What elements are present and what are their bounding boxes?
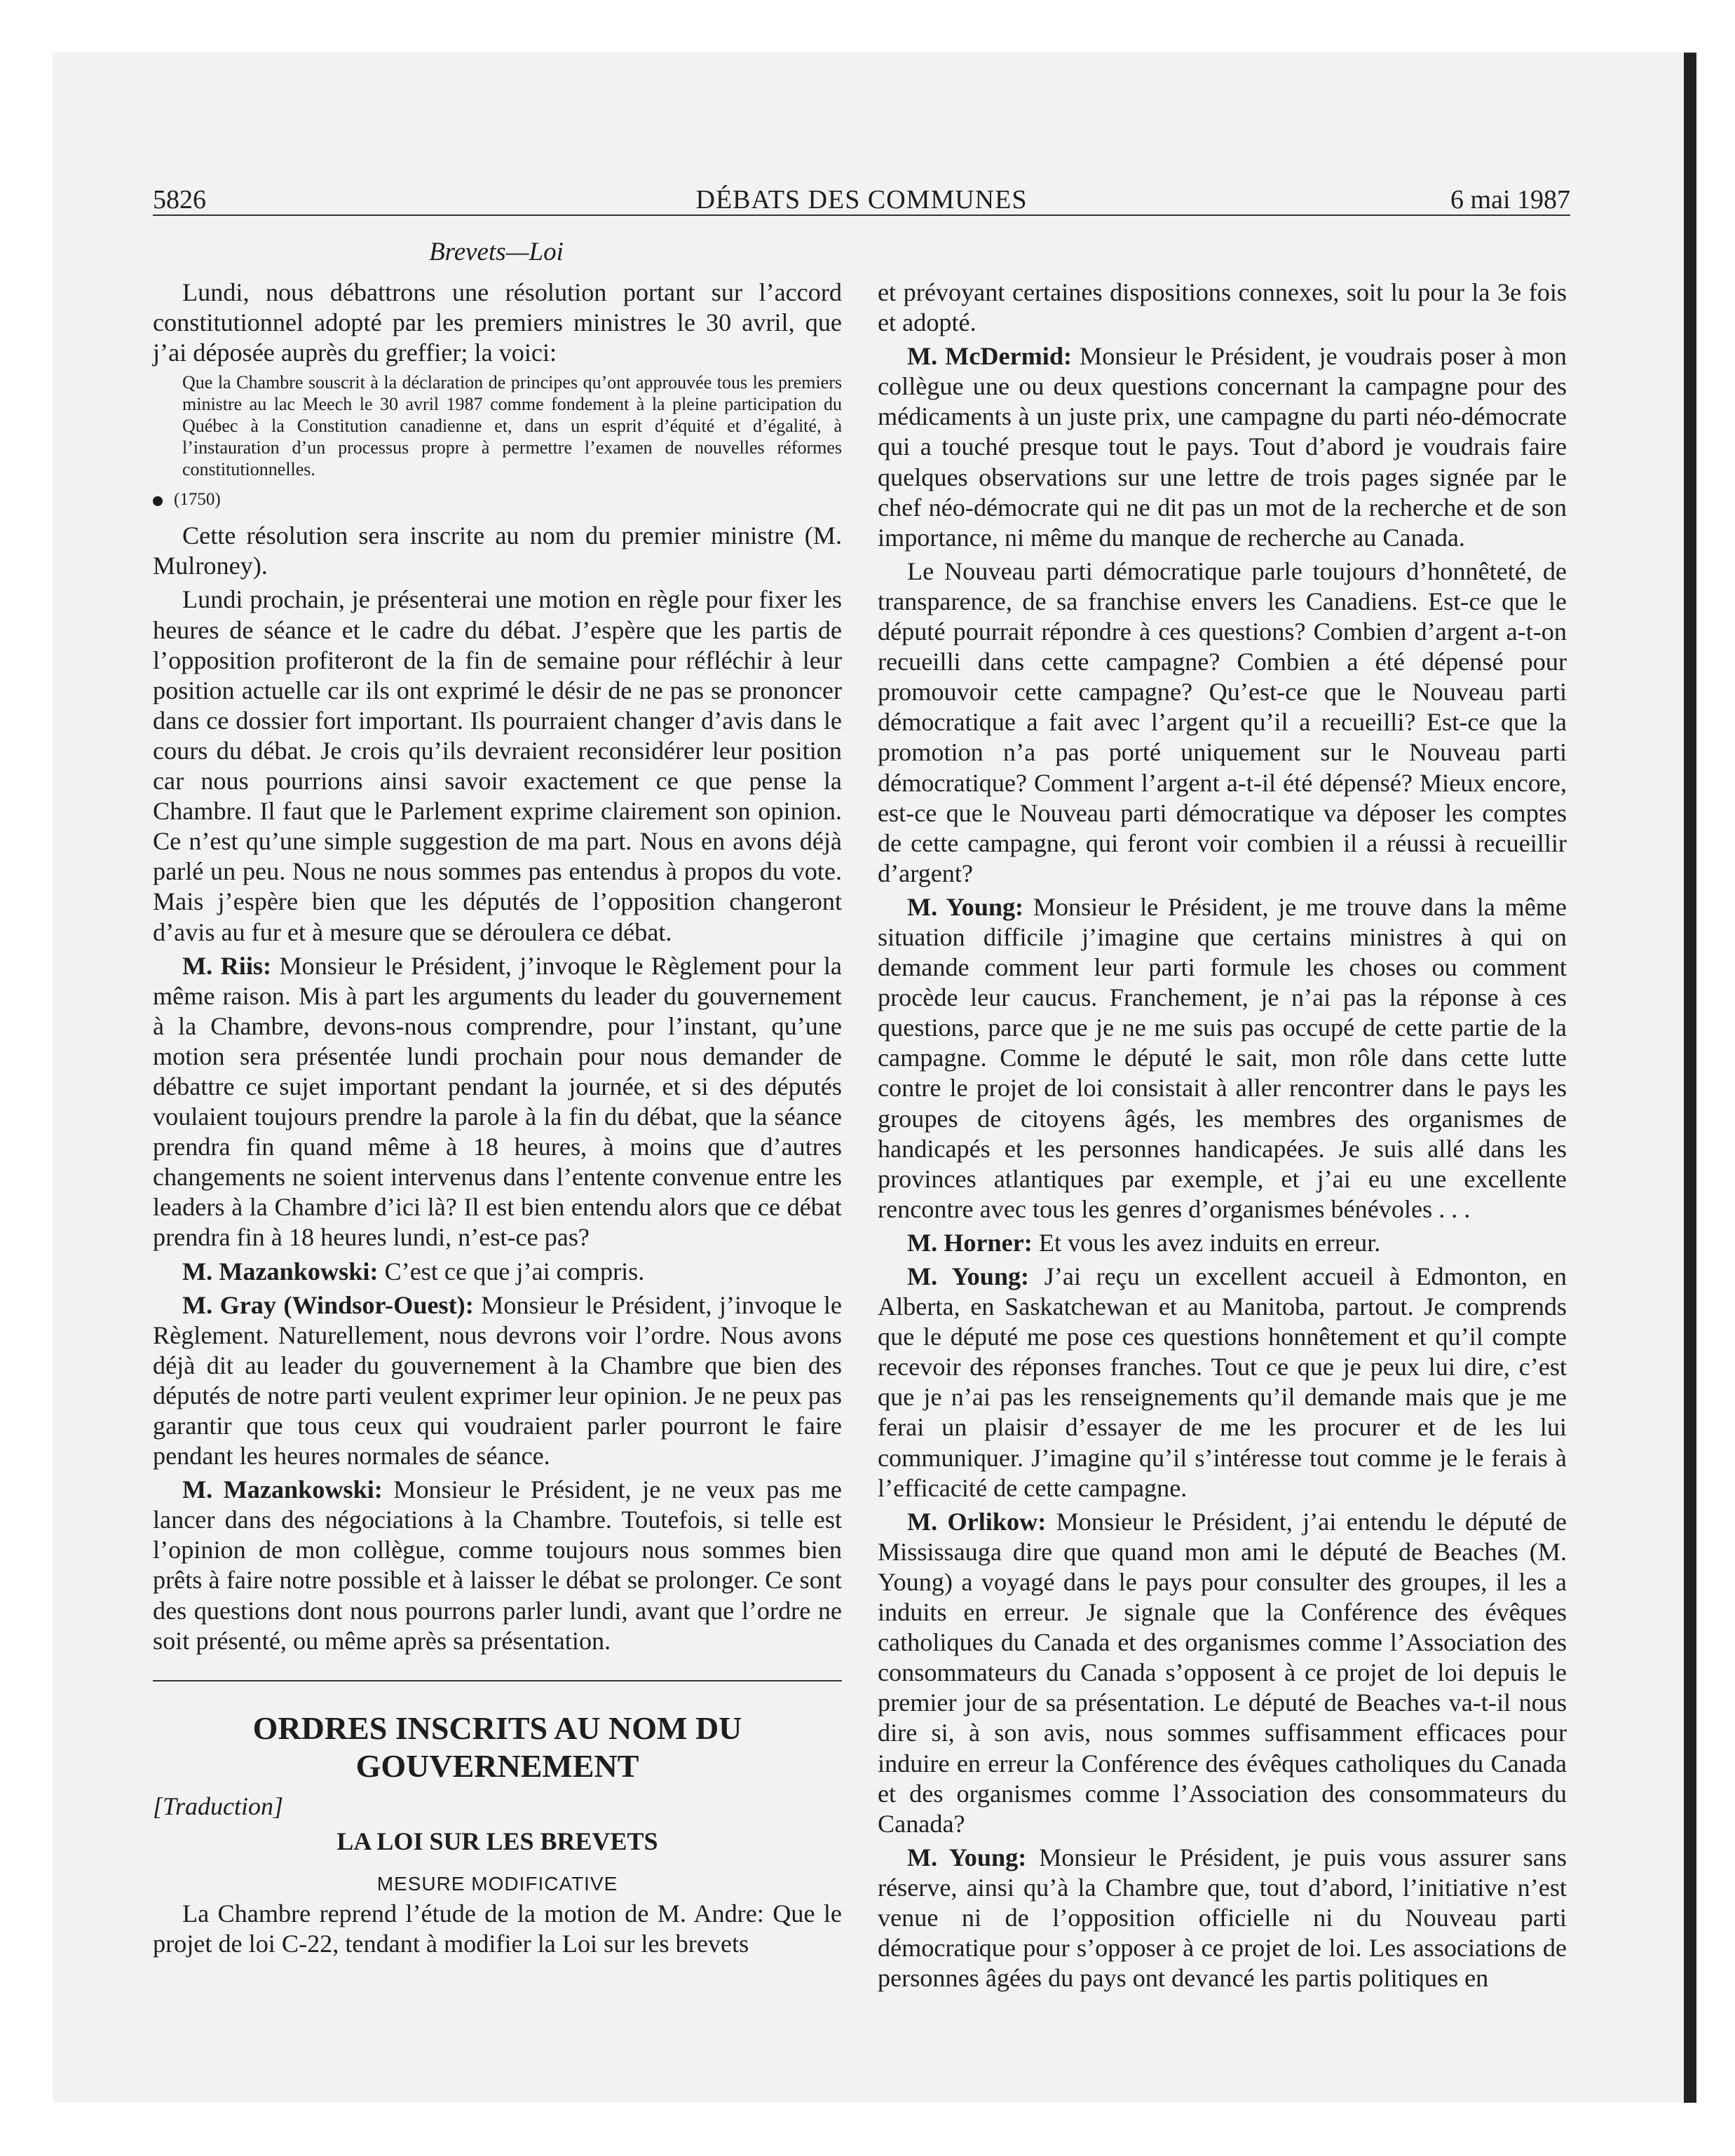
- speaker-name: M. Riis:: [182, 951, 272, 980]
- paragraph: Lundi prochain, je présenterai une motion en règle pour fixer les heures de séance et le cadre du débat. J’espère que les partis de l’opposition profiteront de la fin de semaine pour réfléchir à leur position actuelle car ils ont exprimé le désir de ne pas se prononcer dans ce dossier fort important. Ils pourraient changer d’avis dans le cours du débat. Je crois qu’ils devraient reconsidérer leur position car nous pourrions ainsi savoir exactement ce que pense la Chambre. Il faut que le Parlement exprime clairement son opinion. Ce n’est qu’une simple suggestion de ma part. Nous en avons déjà parlé un peu. Nous ne nous sommes pas entendus à propos du vote. Mais j’espère bien que les députés de l’opposition changeront d’avis au fur et à mesure que se déroulera ce débat.: [153, 585, 842, 946]
- page-date: 6 mai 1987: [1450, 185, 1570, 214]
- header-rule: [153, 214, 1570, 216]
- running-head: Brevets—Loi: [429, 238, 564, 266]
- paragraph: Le Nouveau parti démocratique parle toujours d’honnêteté, de transparence, de sa franchise envers les Canadiens. Est-ce que le député pourrait répondre à ces questions? Combien d’argent a-t-on recueilli dans cette campagne? Combien a été dépensé pour promouvoir cette campagne? Qu’est-ce que le Nouveau parti démocratique a fait avec l’argent qu’il a recueilli? Est-ce que la promotion n’a pas porté uniquement sur le Nouveau parti démocratique? Comment l’argent a-t-il été dépensé? Mieux encore, est-ce que le Nouveau parti démocratique va déposer les comptes de cette campagne, qui feront voir combien il a réussi à recueillir d’argent?: [878, 557, 1567, 887]
- speech: [153, 1475, 842, 1656]
- paragraph: La Chambre reprend l’étude de la motion de M. Andre: Que le projet de loi C-22, tendant à modifier la Loi sur les brevets: [153, 1899, 842, 1958]
- speech-text: Et vous les avez induits en erreur.: [1032, 1228, 1381, 1257]
- section-heading-line: GOUVERNEMENT: [355, 1747, 639, 1784]
- section-heading-line: ORDRES INSCRITS AU NOM DU: [252, 1710, 742, 1746]
- section-rule: [153, 1680, 842, 1681]
- left-column: [153, 278, 842, 1963]
- measure-heading: MESURE MODIFICATIVE: [376, 1872, 618, 1895]
- speech: [878, 1228, 1567, 1258]
- paragraph: Cette résolution sera inscrite au nom du premier ministre (M. Mulroney).: [153, 521, 842, 580]
- page-header: [153, 182, 1570, 217]
- time-stamp-text: (1750): [174, 490, 221, 510]
- speech: [153, 1290, 842, 1472]
- speech: [878, 1507, 1567, 1839]
- speech: [878, 1843, 1567, 1993]
- speaker-name: M. Gray (Windsor-Ouest):: [182, 1290, 474, 1319]
- translation-note: [Traduction]: [153, 1792, 284, 1820]
- speech-text: Monsieur le Président, je puis vous assurer sans réserve, ainsi qu’à la Chambre que, tout d’abord, l’initiative n’est venue ni de l’opposition officielle ni du Nouveau parti démocratique pour s’opposer à ce projet de loi. Les associations de personnes âgées du pays ont devancé les partis politiques en: [878, 1843, 1567, 1993]
- bill-heading: LA LOI SUR LES BREVETS: [336, 1827, 658, 1855]
- speaker-name: M. Orlikow:: [907, 1507, 1047, 1536]
- speech-text: J’ai reçu un excellent accueil à Edmonton, en Alberta, en Saskatchewan et au Manitoba, partout. Je comprends que le député me pose ces questions honnêtement et qu’il compte recevoir des réponses franches. Tout ce que je peux lui dire, c’est que je n’ai pas les renseignements qu’il demande mais que je me ferai un plaisir d’essayer de me les procurer et de les lui communiquer. J’imagine qu’il s’intéresse tout comme je le ferais à l’efficacité de cette campagne.: [878, 1262, 1567, 1502]
- speech: [878, 1262, 1567, 1503]
- speaker-name: M. McDermid:: [907, 342, 1073, 371]
- speech: [153, 1257, 842, 1287]
- speech-text: Monsieur le Président, j’invoque le Règlement pour la même raison. Mis à part les arguments du leader du gouvernement à la Chambre, devons-nous comprendre, pour l’instant, qu’une motion sera présentée lundi prochain pour nous demander de débattre ce sujet important pendant la journée, et si des députés voulaient toujours prendre la parole à la fin du débat, que la séance prendra fin quand même à 18 heures, à moins que d’autres changements ne soient intervenus dans l’entente convenue entre les leaders à la Chambre d’ici là? Il est bien entendu alors que ce débat prendra fin à 18 heures lundi, n’est-ce pas?: [153, 951, 842, 1252]
- speaker-name: M. Young:: [907, 892, 1024, 921]
- speech: [878, 892, 1567, 1224]
- publication-title: DÉBATS DES COMMUNES: [695, 185, 1028, 214]
- speech-text: Monsieur le Président, je voudrais poser à mon collègue une ou deux questions concernant la campagne pour des médicaments à un juste prix, une campagne du parti néo-démocrate qui a touché presque tout le pays. Tout d’abord je voudrais faire quelques observations sur une lettre de trois pages signée par le chef néo-démocrate qui ne dit pas un mot de la recherche et de son importance, ni même du manque de recherche au Canada.: [878, 342, 1567, 552]
- page-edge-shadow: [1684, 53, 1696, 2103]
- page-number: 5826: [153, 185, 206, 214]
- speech-text: Monsieur le Président, je ne veux pas me lancer dans des négociations à la Chambre. Toutefois, si telle est l’opinion de mon collègue, comme toujours nous sommes bien prêts à faire notre possible et à laisser le débat se prolonger. Ce sont des questions dont nous pourrons parler lundi, avant que l’ordre ne soit présenté, ou même après sa présentation.: [153, 1475, 842, 1655]
- speaker-name: M. Young:: [907, 1262, 1030, 1290]
- right-column: [878, 278, 1567, 1997]
- speech: [878, 341, 1567, 553]
- speech-text: Monsieur le Président, je me trouve dans la même situation difficile j’imagine que certains ministres à qui on demande comment leur parti formule les choses ou comment procède leur caucus. Franchement, je n’ai pas la réponse à ces questions, parce que je ne me suis pas occupé de cette partie de la campagne. Comme le député le sait, mon rôle dans cette lutte contre le projet de loi consistait à aller rencontrer dans le pays les groupes de citoyens âgés, les membres des organismes de handicapés et les personnes handicapées. Je suis allé dans les provinces atlantiques par exemple, et j’ai eu une excellente rencontre avec tous les genres d’organismes bénévoles . . .: [878, 892, 1567, 1223]
- bullet-icon: [153, 496, 163, 506]
- section-heading: [153, 1710, 842, 1785]
- resolution-quote: Que la Chambre souscrit à la déclaration de principes qu’ont approuvée tous les premiers ministre au lac Meech le 30 avril 1987 comme fondement à la pleine participation du Québec à la Constitution canadienne et, dans un esprit d’équité et d’égalité, à l’instauration d’un processus propre à permettre l’examen de nouvelles réformes constitutionnelles.: [182, 372, 842, 480]
- speaker-name: M. Young:: [907, 1843, 1027, 1871]
- paragraph: et prévoyant certaines dispositions connexes, soit lu pour la 3e fois et adopté.: [878, 278, 1567, 337]
- paragraph: Lundi, nous débattrons une résolution portant sur l’accord constitutionnel adopté par les premiers ministres le 30 avril, que j’ai déposée auprès du greffier; la voici:: [153, 278, 842, 367]
- speaker-name: M. Mazankowski:: [182, 1257, 379, 1285]
- speech-text: C’est ce que j’ai compris.: [378, 1257, 645, 1285]
- speaker-name: M. Mazankowski:: [182, 1475, 383, 1504]
- speech: [153, 951, 842, 1253]
- speech-text: Monsieur le Président, j’invoque le Règlement. Naturellement, nous devrons voir l’ordre. Nous avons déjà dit au leader du gouvernement à la Chambre que bien des députés de notre parti veulent exprimer leur opinion. Je ne peux pas garantir que tous ceux qui voudraient parler pourront le faire pendant les heures normales de séance.: [153, 1290, 842, 1471]
- time-stamp: [153, 486, 842, 514]
- speech-text: Monsieur le Président, j’ai entendu le député de Mississauga dire que quand mon ami le député de Beaches (M. Young) a voyagé dans le pays pour consulter des groupes, il les a induits en erreur. Je signale que la Conférence des évêques catholiques du Canada et des organismes comme l’Association des consommateurs du Canada s’opposent à ce projet de loi depuis le premier jour de sa présentation. Le député de Beaches va-t-il nous dire si, à son avis, nous sommes suffisamment efficaces pour induire en erreur la Conférence des évêques catholiques du Canada et des organismes comme l’Association des consommateurs du Canada?: [878, 1507, 1567, 1838]
- speaker-name: M. Horner:: [907, 1228, 1033, 1257]
